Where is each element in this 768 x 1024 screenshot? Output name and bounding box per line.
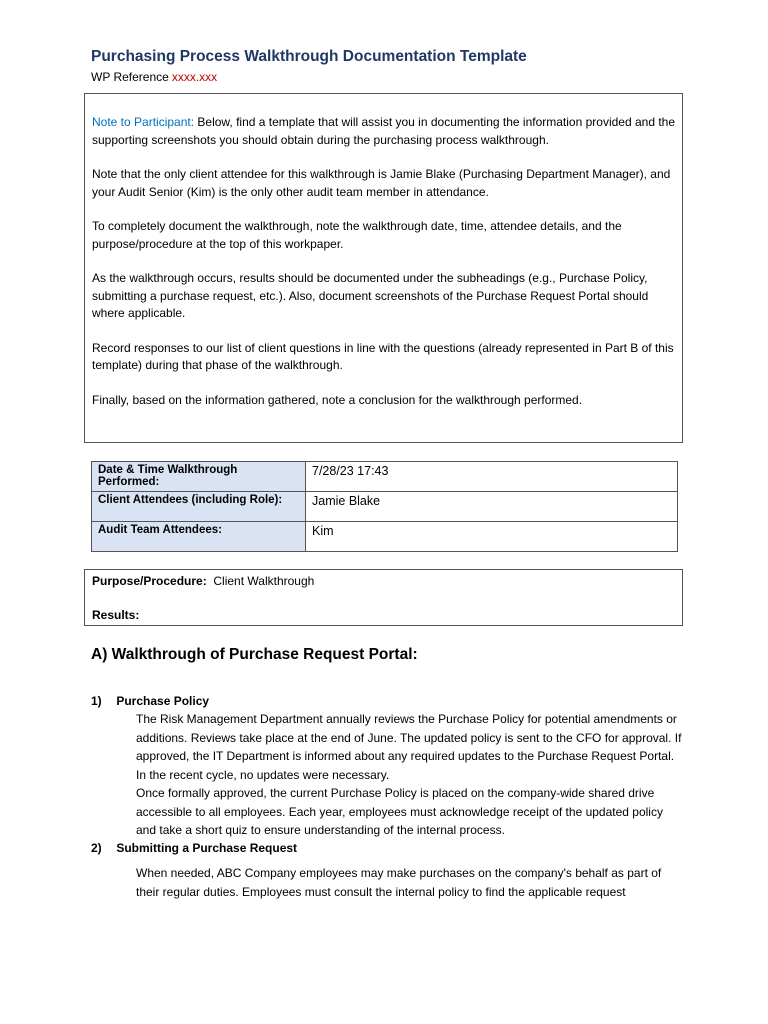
- body-paragraph: Once formally approved, the current Purchase Policy is placed on the company-wide shared drive accessible to all employees. Each year, employees must acknowledge receipt of the updated policy and take a short quiz to ensure understanding of the internal process.: [136, 786, 663, 837]
- body-paragraph: The Risk Management Department annually reviews the Purchase Policy for potential amendments or additions. Reviews take place at the end of June. The updated policy is sent to the CFO for approval. If approved, the IT Department is informed about any required updates to the Purchase Request Portal. In the recent cycle, no updates were necessary.: [136, 712, 682, 782]
- results-label: Results:: [92, 608, 140, 622]
- note-paragraph-2: Note that the only client attendee for this walkthrough is Jamie Blake (Purchasing Department Manager), and your Audit Senior (Kim) is the only other audit team member in attendance.: [92, 167, 671, 199]
- subheading-title: Purchase Policy: [116, 694, 210, 708]
- subheading-submitting-request: [91, 841, 297, 855]
- document-title: Purchasing Process Walkthrough Documentation Template: [91, 48, 527, 65]
- audit-team-value: Kim: [306, 522, 678, 552]
- client-attendees-label: Client Attendees (including Role):: [92, 492, 306, 522]
- wp-reference-value: xxxx.xxx: [171, 70, 218, 84]
- note-paragraph-1: [92, 114, 676, 149]
- purpose-label: Purpose/Procedure:: [92, 574, 207, 588]
- audit-team-label: Audit Team Attendees:: [92, 522, 306, 552]
- body-paragraph: When needed, ABC Company employees may make purchases on the company's behalf as part of their regular duties. Employees must consult the internal policy to find the applicable request: [136, 866, 662, 899]
- table-row: [92, 462, 678, 492]
- purpose-box: [84, 569, 683, 626]
- subheading-title: Submitting a Purchase Request: [116, 841, 298, 855]
- subheading-purchase-policy: [91, 694, 209, 708]
- client-attendees-value: Jamie Blake: [306, 492, 678, 522]
- submitting-request-body: [136, 864, 684, 901]
- subheading-number: 2): [91, 841, 102, 855]
- date-time-value: 7/28/23 17:43: [306, 462, 678, 492]
- wp-reference: [91, 70, 217, 84]
- subheading-number: 1): [91, 694, 102, 708]
- table-row: [92, 492, 678, 522]
- section-a-heading: A) Walkthrough of Purchase Request Portal:: [91, 646, 418, 663]
- wp-reference-label: WP Reference: [91, 70, 169, 84]
- date-time-label: Date & Time Walkthrough Performed:: [92, 462, 306, 492]
- note-text-1: Below, find a template that will assist you in documenting the information provided and the supporting screenshots you should obtain during the purchasing process walkthrough.: [92, 115, 676, 147]
- note-lead: Note to Participant:: [92, 115, 195, 129]
- table-row: [92, 522, 678, 552]
- note-paragraph-5: Record responses to our list of client questions in line with the questions (already represented in Part B of this template) during that phase of the walkthrough.: [92, 340, 674, 372]
- note-paragraph-4: As the walkthrough occurs, results should be documented under the subheadings (e.g., Purchase Policy, submitting a purchase request, etc.). Also, document screenshots of the Purchase Request Portal should where applicable.: [92, 271, 649, 320]
- note-paragraph-3: To completely document the walkthrough, note the walkthrough date, time, attendee details, and the purpose/procedure at the top of this workpaper.: [92, 219, 622, 251]
- purchase-policy-body: [136, 710, 684, 840]
- note-paragraph-6: Finally, based on the information gathered, note a conclusion for the walkthrough performed.: [92, 392, 583, 407]
- purpose-line: [92, 573, 676, 590]
- walkthrough-info-table: [91, 461, 678, 552]
- purpose-value: Client Walkthrough: [213, 574, 315, 588]
- participant-note-box: [84, 93, 683, 443]
